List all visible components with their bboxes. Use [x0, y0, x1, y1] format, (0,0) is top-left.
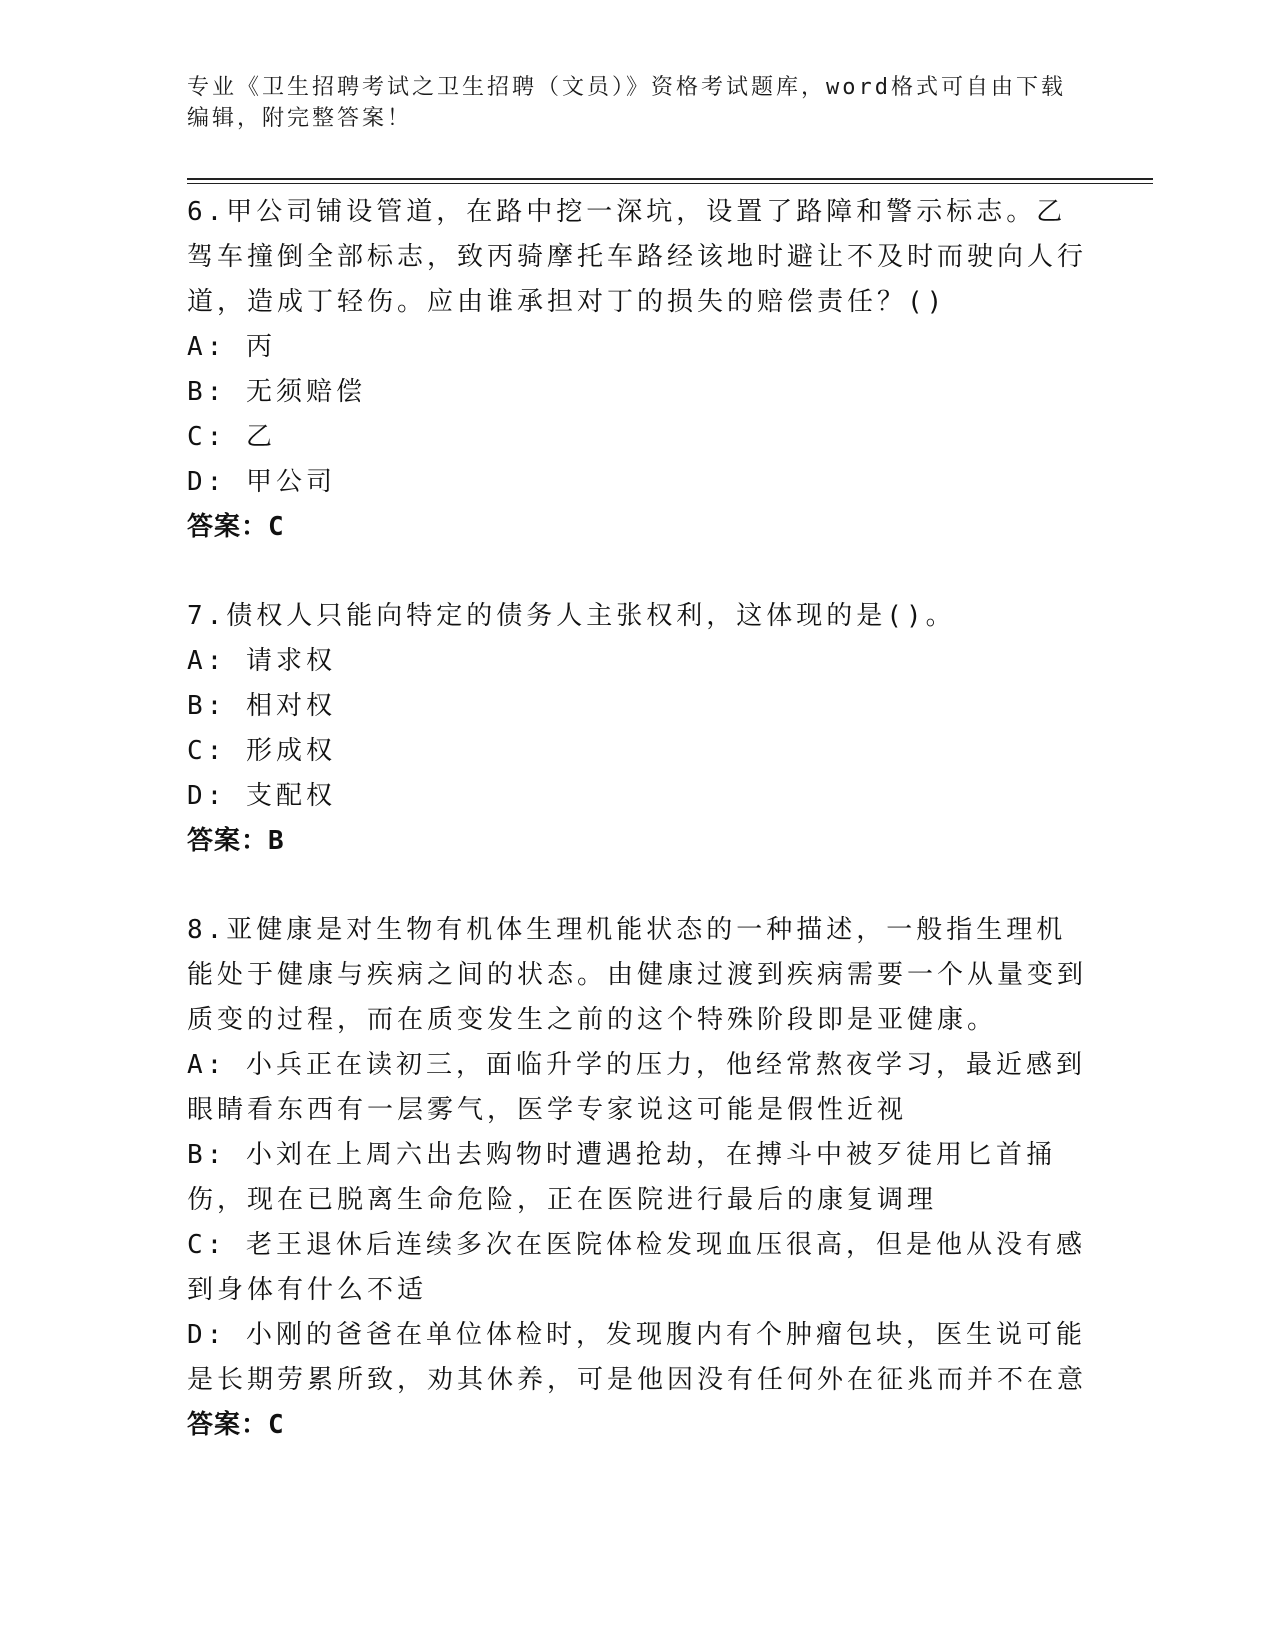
- header-divider-thick: [187, 178, 1153, 180]
- answer-value: C: [268, 1410, 285, 1440]
- answer-line: [187, 1403, 1087, 1448]
- answer-value: C: [268, 512, 285, 542]
- option-d: D: 甲公司: [187, 467, 336, 497]
- question-stem: 8.亚健康是对生物有机体生理机能状态的一种描述，一般指生理机能处于健康与疾病之间的状态。由健康过渡到疾病需要一个从量变到质变的过程，而在质变发生之前的这个特殊阶段即是亚健康。: [187, 915, 1088, 1035]
- answer-value: B: [268, 826, 285, 856]
- document-header: 专业《卫生招聘考试之卫生招聘（文员）》资格考试题库，word格式可自由下载编辑，附完整答案！: [187, 75, 1066, 131]
- option-c: C: 形成权: [187, 736, 336, 766]
- question-8: [187, 908, 1087, 1448]
- option-d: D: 小刚的爸爸在单位体检时，发现腹内有个肿瘤包块，医生说可能是长期劳累所致，劝其休养，可是他因没有任何外在征兆而并不在意: [187, 1320, 1088, 1395]
- answer-line: [187, 505, 1087, 550]
- answer-label: 答案：: [187, 512, 269, 542]
- option-d: D: 支配权: [187, 781, 336, 811]
- answer-label: 答案：: [187, 826, 269, 856]
- option-b: B: 小刘在上周六出去购物时遭遇抢劫，在搏斗中被歹徒用匕首捅伤，现在已脱离生命危险，正在医院进行最后的康复调理: [187, 1140, 1056, 1215]
- question-6: [187, 190, 1087, 550]
- header-divider-thin: [187, 183, 1153, 184]
- question-list: [187, 190, 1087, 1492]
- option-c: C: 老王退休后连续多次在医院体检发现血压很高，但是他从没有感到身体有什么不适: [187, 1230, 1086, 1305]
- option-a: A: 请求权: [187, 646, 336, 676]
- question-stem: 7.债权人只能向特定的债务人主张权利，这体现的是()。: [187, 601, 956, 631]
- option-a: A: 小兵正在读初三，面临升学的压力，他经常熬夜学习，最近感到眼睛看东西有一层雾气，医学专家说这可能是假性近视: [187, 1050, 1086, 1125]
- answer-label: 答案：: [187, 1410, 269, 1440]
- question-stem: 6.甲公司铺设管道，在路中挖一深坑，设置了路障和警示标志。乙驾车撞倒全部标志，致丙骑摩托车路经该地时避让不及时而驶向人行道，造成丁轻伤。应由谁承担对丁的损失的赔偿责任？(): [187, 197, 1088, 317]
- question-7: [187, 594, 1087, 864]
- option-b: B: 相对权: [187, 691, 336, 721]
- option-b: B: 无须赔偿: [187, 377, 366, 407]
- option-c: C: 乙: [187, 422, 276, 452]
- option-a: A: 丙: [187, 332, 276, 362]
- answer-line: [187, 819, 1087, 864]
